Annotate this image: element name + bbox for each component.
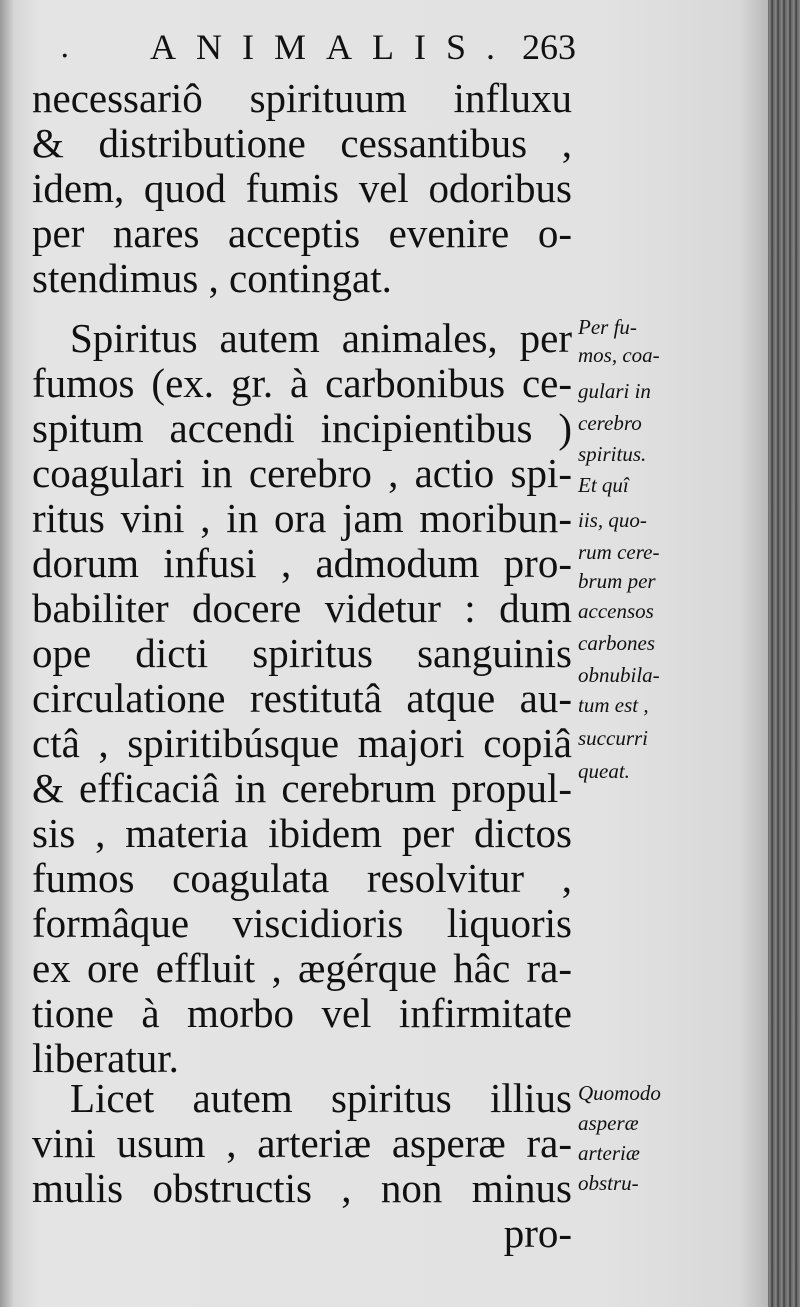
text-line: fumos coagulata resolvitur ,	[32, 855, 572, 901]
page-number: 263	[522, 27, 576, 67]
text-line: liberatur.	[32, 1035, 179, 1081]
text-line: ctâ , spiritibúsque majori copiâ	[32, 720, 572, 766]
text-line: Licet autem spiritus illius	[70, 1075, 572, 1121]
text-line: necessariô spirituum influxu	[32, 75, 572, 121]
margin-note-line: Per fu-	[578, 315, 637, 339]
header-dot: .	[60, 30, 70, 65]
margin-note-line: obstru-	[578, 1171, 639, 1195]
text-line: & distributione cessantibus ,	[32, 120, 572, 166]
text-line: ritus vini , in ora jam moribun-	[32, 495, 572, 541]
text-line: sis , materia ibidem per dictos	[32, 810, 572, 856]
text-line: coagulari in cerebro , actio spi-	[32, 450, 572, 496]
margin-note-line: mos, coa-	[578, 343, 660, 367]
margin-note-line: brum per	[578, 569, 656, 593]
margin-note-line: rum cere-	[578, 540, 660, 564]
text-line: mulis obstructis , non minus	[32, 1165, 572, 1211]
margin-note-line: tum est ,	[578, 693, 649, 717]
page-fore-edge	[768, 0, 800, 1307]
text-line: per nares acceptis evenire o-	[32, 210, 572, 256]
margin-note-line: queat.	[578, 759, 630, 783]
margin-note-line: accensos	[578, 599, 654, 623]
text-line: spitum accendi incipientibus )	[32, 405, 572, 451]
margin-note-line: Quomodo	[578, 1081, 661, 1105]
margin-note-line: carbones	[578, 631, 655, 655]
text-line: Spiritus autem animales, per	[70, 315, 572, 361]
catchword: pro-	[503, 1210, 572, 1256]
text-line: circulatione restitutâ atque au-	[32, 675, 572, 721]
margin-note-line: arteriæ	[578, 1141, 640, 1165]
margin-note-line: succurri	[578, 726, 648, 750]
margin-note-line: cerebro	[578, 411, 642, 435]
text-line: babiliter docere videtur : dum	[32, 585, 572, 631]
text-line: fumos (ex. gr. à carbonibus ce-	[32, 360, 572, 406]
text-line: ex ore effluit , ægérque hâc ra-	[32, 945, 572, 991]
text-line: idem, quod fumis vel odoribus	[32, 165, 572, 211]
text-line: formâque viscidioris liquoris	[32, 900, 572, 946]
running-title: ANIMALIS.	[150, 27, 515, 67]
text-line: & efficaciâ in cerebrum propul-	[32, 765, 572, 811]
margin-note-line: gulari in	[578, 379, 651, 403]
text-line: stendimus , contingat.	[32, 255, 392, 301]
text-line: ope dicti spiritus sanguinis	[32, 630, 572, 676]
text-line: tione à morbo vel infirmitate	[32, 990, 572, 1036]
text-line: dorum infusi , admodum pro-	[32, 540, 572, 586]
margin-note-line: iis, quo-	[578, 508, 647, 532]
margin-note-line: spiritus.	[578, 442, 647, 466]
margin-note-line: Et quî	[578, 473, 629, 497]
margin-note-line: asperæ	[578, 1111, 639, 1135]
running-header	[60, 22, 580, 72]
text-line: vini usum , arteriæ asperæ ra-	[32, 1120, 572, 1166]
margin-note-line: obnubila-	[578, 663, 660, 687]
